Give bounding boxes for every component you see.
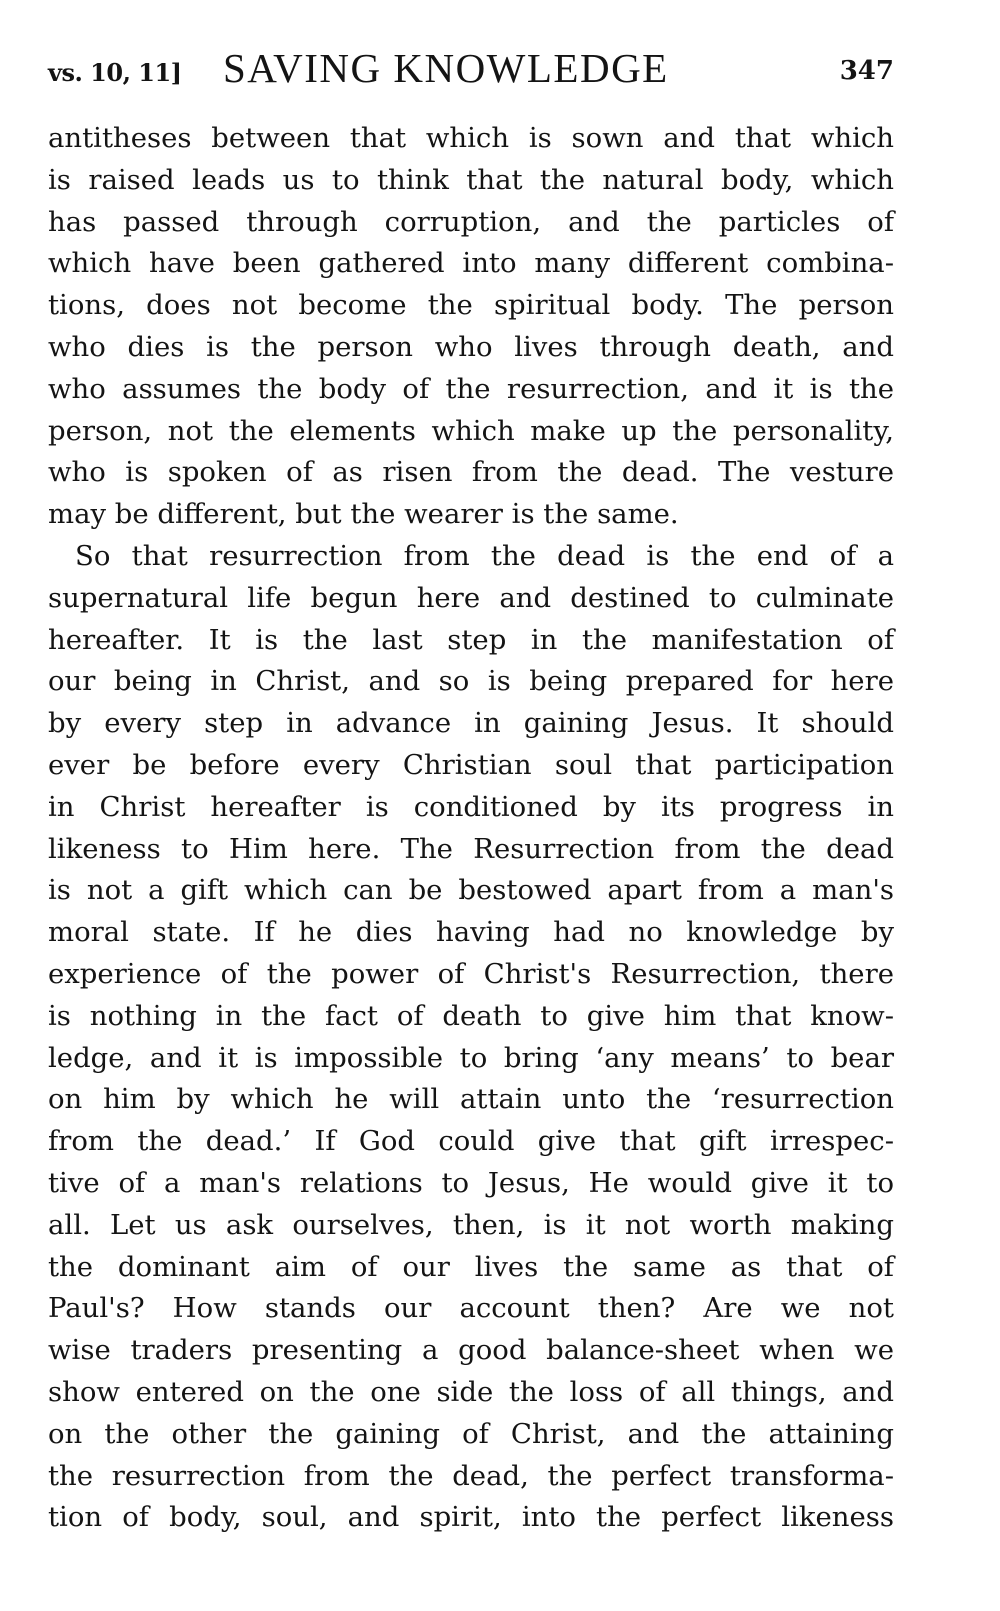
text-line: who is spoken of as risen from the dead. The vesture (48, 456, 894, 489)
text-line: on him by which he will attain unto the ‘resurrection (48, 1083, 894, 1116)
text-line: tion of body, soul, and spirit, into the perfect likeness (48, 1501, 894, 1534)
text-line: is nothing in the fact of death to give him that know- (48, 999, 894, 1032)
verse-reference: vs. 10, 11] (48, 58, 182, 87)
text-line: likeness to Him here. The Resurrection from the dead (48, 832, 894, 865)
text-line: on the other the gaining of Christ, and the attaining (48, 1417, 894, 1450)
text-line: show entered on the one side the loss of all things, and (48, 1375, 894, 1408)
text-line: by every step in advance in gaining Jesus. It should (48, 707, 894, 740)
text-line: may be different, but the wearer is the same. (48, 498, 679, 531)
text-line: in Christ hereafter is conditioned by its progress in (48, 790, 894, 823)
text-line: which have been gathered into many different combina- (48, 247, 894, 280)
text-line: hereafter. It is the last step in the manifestation of (48, 623, 894, 656)
text-line: the dominant aim of our lives the same as that of (48, 1250, 894, 1283)
paragraph-start-line: So that resurrection from the dead is the end of a (75, 539, 894, 572)
text-line: tions, does not become the spiritual body. The person (48, 289, 894, 322)
text-line: person, not the elements which make up the personality, (48, 414, 894, 447)
chapter-title: SAVING KNOWLEDGE (223, 45, 669, 91)
text-line: experience of the power of Christ's Resurrection, there (48, 957, 894, 990)
text-line: has passed through corruption, and the particles of (48, 205, 894, 238)
text-line: the resurrection from the dead, the perfect transforma- (48, 1459, 894, 1492)
text-line: from the dead.’ If God could give that gift irrespec- (48, 1125, 894, 1158)
text-line: antitheses between that which is sown and that which (48, 122, 894, 154)
page-number: 347 (839, 56, 894, 86)
text-line: is not a gift which can be bestowed apart from a man's (48, 874, 894, 907)
text-line: who assumes the body of the resurrection, and it is the (48, 372, 894, 405)
text-line: ever be before every Christian soul that participation (48, 748, 894, 781)
text-line: who dies is the person who lives through death, and (48, 330, 894, 363)
text-line: Paul's? How stands our account then? Are we not (48, 1292, 894, 1325)
text-line: all. Let us ask ourselves, then, is it not worth making (48, 1208, 894, 1241)
running-head (48, 44, 894, 94)
text-line: tive of a man's relations to Jesus, He would give it to (48, 1166, 894, 1199)
text-line: our being in Christ, and so is being prepared for here (48, 665, 894, 698)
text-line: ledge, and it is impossible to bring ‘any means’ to bear (48, 1041, 894, 1074)
text-line: moral state. If he dies having had no knowledge by (48, 916, 894, 949)
text-line: supernatural life begun here and destined to culminate (48, 581, 894, 614)
body-text (48, 118, 894, 1539)
text-line: wise traders presenting a good balance-sheet when we (48, 1334, 894, 1367)
text-line: is raised leads us to think that the natural body, which (48, 163, 894, 196)
